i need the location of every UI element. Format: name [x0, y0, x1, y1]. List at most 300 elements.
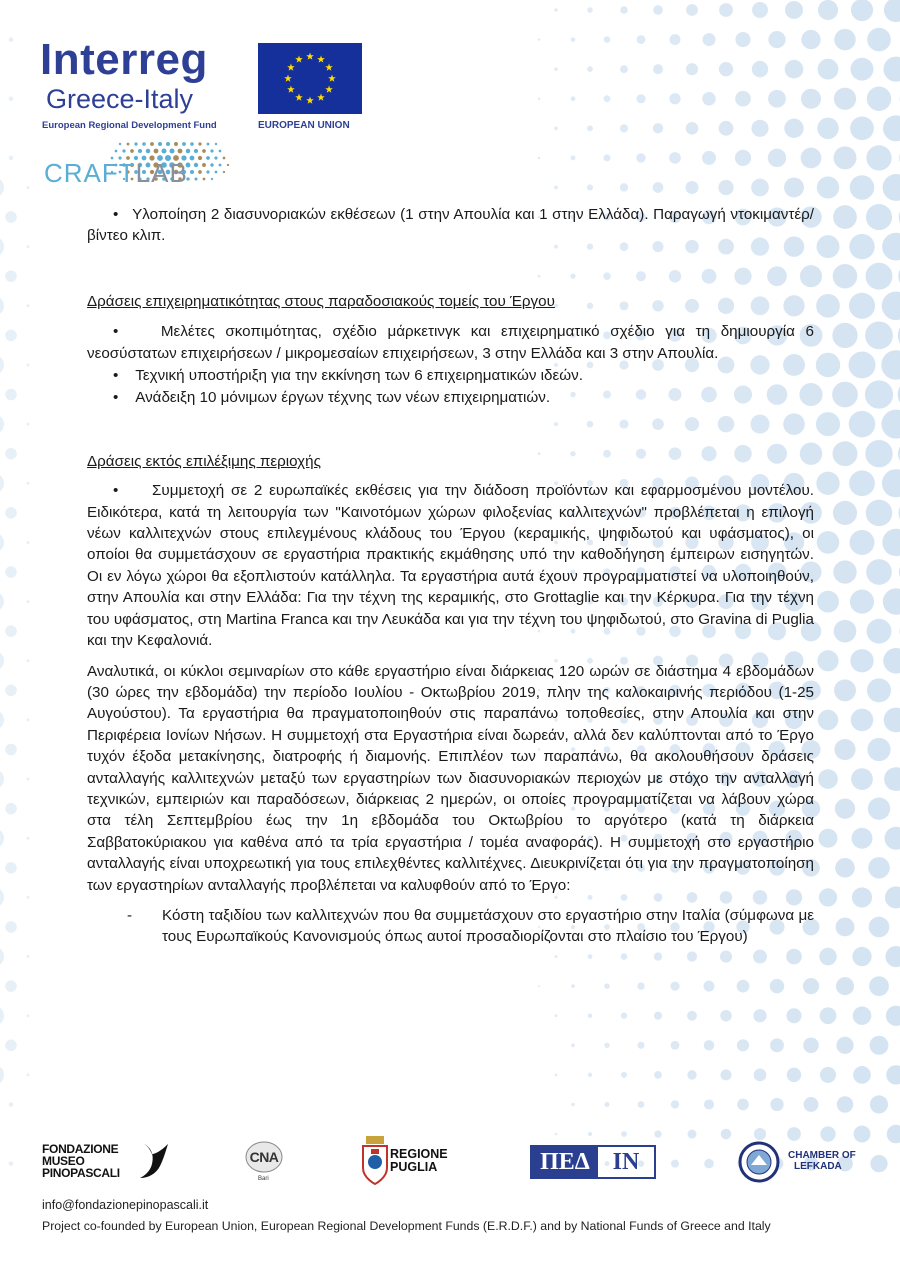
background-dot: [27, 245, 30, 248]
background-dot: [5, 921, 17, 933]
craftlab-dot: [219, 150, 222, 153]
background-dot: [834, 88, 856, 110]
background-dot: [587, 184, 593, 190]
craftlab-dot: [223, 171, 225, 173]
background-dot: [0, 237, 4, 257]
background-dot: [604, 1102, 609, 1107]
chamber-line1: CHAMBER OF: [788, 1150, 856, 1161]
background-dot: [787, 1127, 801, 1141]
background-dot: [849, 411, 876, 438]
craftlab-dot: [210, 149, 213, 152]
background-dot: [654, 1130, 661, 1137]
background-dot: [5, 211, 17, 223]
background-dot: [885, 827, 900, 850]
background-dot: [737, 980, 750, 993]
background-dot: [784, 178, 804, 198]
background-dot: [27, 896, 30, 899]
background-dot: [27, 837, 30, 840]
background-dot: [27, 659, 30, 662]
background-dot: [0, 1065, 4, 1085]
background-dot: [9, 156, 14, 161]
background-dot: [835, 798, 855, 818]
craftlab-dot: [186, 149, 191, 154]
background-dot: [27, 186, 30, 189]
background-dot: [867, 28, 891, 52]
background-dot: [27, 1014, 30, 1017]
background-dot: [865, 380, 893, 408]
background-dot: [718, 180, 733, 195]
bullet-text: Συμμετοχή σε 2 ευρωπαϊκές εκθέσεις για την διάδοση προϊόντων και εφαρμοσμένου μοντέλου. Ειδικότερα, κατά τη λειτουργία των "Καινοτόμων χώρων φιλοξενίας καλλιτεχνών" προβλέπεται η επιλογή νέων καλλιτεχνών στους επιλεγμένους κλάδους του Έργου (κεραμικής, ψηφιδωτού και υφάσματος), οι οποίοι θα συμμετάσχουν σε εργαστήρια πρακτικής εκμάθησης υπό την καθοδήγηση έμπειρων εισηγητών. Οι εν λόγω χώροι θα εξοπλιστούν κατάλληλα. Τα εργαστήρια αυτά έχουν προγραμματιστεί να υλοποιηθούν, στην Απουλία και στην Ελλάδα: Για την τέχνη της κεραμικής, στο Grottaglie και την Κέρκυρα. Για την τέχνη του υφάσματος, στη Martina Franca και την Λευκάδα και για την τέχνη του ψηφιδωτού, στο Gravina di Puglia και την Κεφαλονιά.: [87, 482, 814, 650]
background-dot: [869, 917, 890, 938]
craftlab-dot: [202, 149, 206, 153]
background-dot: [702, 151, 716, 165]
background-dot: [5, 330, 17, 342]
fondazione-line1: FONDAZIONE: [42, 1142, 119, 1156]
background-dot: [866, 500, 893, 527]
background-dot: [817, 235, 840, 258]
background-dot: [687, 1070, 696, 1079]
background-dot: [735, 91, 751, 107]
background-dot: [571, 96, 576, 101]
craftlab-dot: [207, 143, 210, 146]
background-dot: [867, 738, 890, 761]
craftlab-dot: [134, 142, 137, 145]
background-dot: [555, 1074, 558, 1077]
background-dot: [867, 87, 891, 111]
craftlab-logo: [44, 160, 188, 186]
craftlab-dot: [219, 164, 222, 167]
background-dot: [751, 120, 768, 137]
background-dot: [604, 95, 611, 102]
background-dot: [704, 1099, 714, 1109]
background-dot: [5, 625, 17, 637]
background-dot: [816, 353, 840, 377]
background-dot: [720, 951, 732, 963]
background-dot: [820, 1067, 836, 1083]
background-dot: [833, 441, 858, 466]
background-dot: [27, 718, 30, 721]
background-dot: [0, 592, 4, 612]
background-dot: [588, 1013, 593, 1018]
background-dot: [832, 382, 858, 408]
background-dot: [768, 90, 786, 108]
background-dot: [870, 1036, 889, 1055]
contact-email: info@fondazionepinopascali.it: [42, 1198, 209, 1212]
background-dot: [850, 175, 875, 200]
fondazione-line2: MUSEO: [42, 1154, 85, 1168]
background-dot: [587, 66, 593, 72]
background-dot: [735, 32, 750, 47]
craftlab-dot: [203, 178, 206, 181]
background-dot: [0, 887, 4, 907]
section-heading-entrepreneurship: Δράσεις επιχειρηματικότητας στους παραδοσιακούς τομείς του Έργου: [87, 292, 555, 310]
background-dot: [687, 1011, 697, 1021]
background-dot: [850, 116, 874, 140]
background-dot: [881, 350, 900, 379]
craftlab-dot: [202, 163, 206, 167]
background-dot: [555, 955, 558, 958]
main-content: [87, 204, 814, 948]
craftlab-dot: [227, 164, 229, 166]
background-dot: [9, 1102, 14, 1107]
background-dot: [753, 1009, 766, 1022]
background-dot: [686, 63, 698, 75]
whale-tail-icon: [138, 1142, 170, 1185]
background-dot: [837, 1096, 854, 1113]
craftlab-dot: [206, 156, 210, 160]
chamber-lefkada-logo: [788, 1150, 856, 1172]
background-dot: [27, 482, 30, 485]
background-dot: [818, 0, 838, 20]
background-dot: [9, 1161, 14, 1166]
background-dot: [0, 710, 4, 730]
craftlab-dot: [115, 150, 118, 153]
background-dot: [818, 59, 839, 80]
background-dot: [5, 448, 17, 460]
background-dot: [819, 948, 837, 966]
background-dot: [801, 148, 822, 169]
background-dot: [27, 423, 30, 426]
background-dot: [0, 355, 4, 375]
eu-star: [284, 75, 292, 82]
craftlab-dot: [158, 142, 162, 146]
background-dot: [653, 182, 664, 193]
background-dot: [784, 119, 803, 138]
craftlab-dot: [194, 149, 198, 153]
craftlab-dot: [198, 170, 202, 174]
exhibition-text: Υλοποίηση 2 διασυνοριακών εκθέσεων (1 στην Απουλία και 1 στην Ελλάδα). Παραγωγή ντοκιμαντέρ/ βίντεο κλιπ.: [87, 206, 814, 245]
craftlab-dot: [154, 149, 159, 154]
background-dot: [835, 858, 855, 878]
bullet-text: Ανάδειξη 10 μόνιμων έργων τέχνης των νέων επιχειρηματιών.: [135, 389, 551, 407]
background-dot: [867, 678, 891, 702]
background-dot: [884, 767, 900, 791]
background-dot: [604, 1043, 609, 1048]
background-dot: [9, 96, 14, 101]
bullet-text: Μελέτες σκοπιμότητας, σχέδιο μάρκετινγκ και επιχειρηματικό σχέδιο για τη δημιουργία 6 νεοσύστατων επιχειρήσεων / μικρομεσαίων επιχειρήσεων, 3 στην Ελλάδα και 3 στην Απουλία.: [87, 323, 814, 362]
craftlab-dot: [142, 142, 146, 146]
background-dot: [737, 1039, 749, 1051]
background-dot: [887, 1125, 900, 1144]
craftlab-dot: [190, 156, 195, 161]
background-dot: [620, 6, 628, 14]
eu-star: [306, 97, 314, 104]
entrepreneurship-bullet-3: [87, 387, 814, 408]
background-dot: [834, 620, 857, 643]
background-dot: [853, 1066, 871, 1084]
background-dot: [752, 61, 768, 77]
background-dot: [834, 739, 855, 760]
background-dot: [637, 982, 644, 989]
background-dot: [621, 1013, 627, 1019]
background-dot: [865, 440, 892, 467]
background-dot: [816, 412, 840, 436]
background-dot: [0, 177, 4, 197]
background-dot: [854, 1126, 871, 1143]
craftlab-dot: [211, 178, 213, 180]
background-dot: [588, 1132, 592, 1136]
eu-flag-logo: [258, 43, 362, 114]
background-dot: [27, 363, 30, 366]
eu-star: [317, 94, 325, 101]
eu-star: [287, 64, 295, 71]
craftlab-dot: [206, 170, 209, 173]
background-dot: [868, 857, 889, 878]
background-dot: [801, 30, 820, 49]
bullet-marker: •: [113, 323, 119, 341]
background-dot: [885, 946, 900, 967]
background-dot: [685, 181, 698, 194]
background-dot: [554, 126, 558, 130]
fondazione-line3: PINOPASCALI: [42, 1166, 120, 1180]
background-dot: [853, 1006, 872, 1025]
entrepreneurship-bullet-1: [87, 321, 814, 364]
background-dot: [820, 1007, 837, 1024]
craftlab-dot: [215, 171, 218, 174]
background-dot: [5, 389, 17, 401]
background-dot: [834, 29, 855, 50]
background-dot: [27, 541, 30, 544]
bullet-marker: •: [113, 389, 119, 407]
craftlab-dot: [122, 149, 125, 152]
background-dot: [719, 62, 733, 76]
background-dot: [850, 590, 874, 614]
background-dot: [571, 1103, 574, 1106]
background-dot: [587, 7, 593, 13]
background-dot: [621, 953, 628, 960]
background-dot: [883, 588, 900, 614]
background-dot: [588, 954, 593, 959]
background-dot: [5, 744, 17, 756]
background-dot: [803, 1038, 819, 1054]
background-dot: [571, 1043, 575, 1047]
background-dot: [882, 292, 900, 321]
background-dot: [833, 501, 857, 525]
background-dot: [785, 60, 804, 79]
craftlab-dot: [127, 143, 130, 146]
background-dot: [5, 685, 17, 697]
bullet-marker: •: [113, 206, 119, 223]
background-dot: [637, 35, 646, 44]
background-dot: [883, 174, 900, 201]
background-dot: [866, 559, 892, 585]
background-dot: [816, 472, 839, 495]
craftlab-dot: [161, 148, 166, 153]
interreg-logo-title: Interreg: [40, 35, 208, 84]
background-dot: [833, 264, 858, 289]
background-dot: [704, 981, 715, 992]
interreg-logo-subtitle: Greece-Italy: [46, 84, 194, 114]
background-dot: [704, 1159, 714, 1169]
background-dot: [719, 3, 733, 17]
regione-puglia-shield-icon: [362, 1136, 388, 1191]
background-dot: [752, 2, 768, 18]
background-dot: [0, 473, 4, 493]
background-dot: [817, 531, 840, 554]
craftlab-dot: [150, 142, 154, 146]
background-dot: [687, 951, 697, 961]
background-dot: [803, 978, 819, 994]
background-dot: [653, 123, 663, 133]
background-dot: [849, 351, 876, 378]
background-dot: [720, 1010, 732, 1022]
background-dot: [754, 1069, 767, 1082]
eu-star: [295, 55, 303, 62]
background-dot: [702, 33, 715, 46]
craftlab-dot: [174, 142, 178, 146]
exhibition-bullet: [87, 204, 814, 247]
background-dot: [819, 829, 838, 848]
background-dot: [852, 887, 872, 907]
background-dot: [768, 149, 786, 167]
background-dot: [688, 1130, 697, 1139]
craftlab-dot: [166, 142, 170, 146]
background-dot: [801, 89, 821, 109]
ped-logo-left: ΠΕΔ: [532, 1147, 598, 1177]
background-dot: [621, 1131, 627, 1137]
fund-label: European Regional Development Fund: [42, 120, 217, 131]
background-dot: [671, 1160, 679, 1168]
background-dot: [571, 155, 576, 160]
eu-star: [317, 55, 325, 62]
background-dot: [870, 1155, 887, 1172]
background-dot: [554, 8, 557, 11]
background-dot: [836, 1037, 853, 1054]
background-dot: [865, 321, 893, 349]
background-dot: [669, 152, 681, 164]
background-dot: [869, 976, 889, 996]
background-dot: [735, 150, 751, 166]
craftlab-dot: [146, 149, 151, 154]
background-dot: [5, 862, 17, 874]
outside-area-bullet: [87, 480, 814, 651]
background-dot: [833, 146, 856, 169]
background-dot: [770, 1038, 784, 1052]
chamber-seal-icon: [738, 1141, 780, 1183]
craftlab-dot: [194, 177, 197, 180]
background-dot: [588, 1073, 592, 1077]
craftlab-dot: [223, 157, 226, 160]
background-dot: [603, 154, 610, 161]
background-dot: [5, 270, 17, 282]
bullet-marker: •: [113, 482, 119, 500]
background-dot: [770, 979, 784, 993]
background-dot: [27, 304, 30, 307]
background-dot: [0, 947, 4, 967]
background-dot: [620, 183, 628, 191]
background-dot: [0, 769, 4, 789]
craftlab-dot: [198, 156, 202, 160]
background-dot: [554, 67, 558, 71]
background-dot: [0, 651, 4, 671]
background-dot: [637, 1042, 644, 1049]
background-dot: [833, 560, 856, 583]
background-dot: [882, 233, 900, 261]
background-dot: [851, 709, 874, 732]
regione-line2: PUGLIA: [390, 1160, 438, 1174]
craftlab-dot: [182, 142, 186, 146]
background-dot: [785, 1, 803, 19]
eu-label: EUROPEAN UNION: [258, 120, 350, 131]
background-dot: [27, 600, 30, 603]
background-dot: [850, 530, 875, 555]
craftlab-dot: [190, 170, 194, 174]
background-dot: [653, 64, 663, 74]
background-dot: [881, 410, 900, 439]
background-dot: [538, 985, 540, 987]
background-dot: [833, 205, 857, 229]
background-dot: [820, 1126, 835, 1141]
background-dot: [818, 769, 838, 789]
background-dot: [654, 952, 662, 960]
background-dot: [817, 176, 839, 198]
background-dot: [538, 97, 541, 100]
background-dot: [636, 153, 645, 162]
background-dot: [670, 982, 679, 991]
background-dot: [5, 566, 17, 578]
background-dot: [9, 37, 14, 42]
craftlab-dot: [198, 142, 201, 145]
background-dot: [882, 529, 900, 556]
eu-star: [325, 64, 333, 71]
background-dot: [27, 1073, 30, 1076]
eu-star: [328, 75, 336, 82]
background-dot: [886, 1065, 900, 1084]
background-dot: [555, 1014, 558, 1017]
background-dot: [653, 5, 663, 15]
background-dot: [0, 414, 4, 434]
background-dot: [654, 1071, 662, 1079]
background-dot: [671, 1041, 680, 1050]
background-dot: [0, 296, 4, 316]
background-dot: [819, 888, 837, 906]
background-dot: [670, 34, 681, 45]
background-dot: [638, 1101, 645, 1108]
background-dot: [852, 828, 873, 849]
background-dot: [5, 1040, 17, 1052]
background-dot: [849, 470, 875, 496]
background-dot: [852, 947, 871, 966]
background-dot: [851, 768, 873, 790]
craftlab-dot: [138, 149, 142, 153]
background-dot: [554, 186, 558, 190]
background-dot: [770, 1098, 783, 1111]
background-dot: [686, 4, 698, 16]
section-heading-outside-area: Δράσεις εκτός επιλέξιμης περιοχής: [87, 452, 321, 470]
craftlab-dot: [194, 163, 198, 167]
background-dot: [867, 619, 892, 644]
dash-item-text: Κόστη ταξιδίου των καλλιτεχνών που θα συμμετάσχουν στο εργαστήριο στην Ιταλία (σύμφωνα με τους Ευρωπαϊκούς Κανονισμούς όπως αυτοί προσαδιορίζονται στο πλαίσιο του Έργου): [162, 906, 814, 946]
craftlab-dot: [190, 142, 194, 146]
background-dot: [836, 918, 855, 937]
eu-star: [295, 94, 303, 101]
craftlab-dot: [215, 143, 217, 145]
background-dot: [538, 38, 540, 40]
craftlab-dot: [169, 148, 174, 153]
background-dot: [832, 323, 857, 348]
background-dot: [5, 980, 17, 992]
background-dot: [884, 0, 900, 22]
background-dot: [866, 145, 891, 170]
background-dot: [768, 31, 785, 48]
regione-puglia-logo: [390, 1148, 448, 1174]
seminars-paragraph: Αναλυτικά, οι κύκλοι σεμιναρίων στο κάθε εργαστήριο είναι διάρκειας 120 ωρών σε διάστημα 4 εβδομάδων (30 ώρες την εβδομάδα) την περίοδο Ιουλίου - Οκτωβρίου 2019, πλην της καλοκαιρινής περιόδου (1-25 Αυγούστου). Τα εργαστήρια θα πραγματοποιηθούν στις παραπάνω τοποθεσίες, στην Απουλία και στην Περιφέρεια Ιονίων Νήσων. Η συμμετοχή στα Εργαστήρια είναι δωρεάν, αλλά δεν καλύπτονται από το Έργο τυχόν έξοδα μετακίνησης, διατροφής ή διαμονής. Επιπλέον των παραπάνω, θα ακολουθήσουν δράσεις ανταλλαγής καλλιτεχνών μεταξύ των εργαστηρίων των διασυνοριακών περιοχών με στόχο την ανταλλαγή τεχνικών, εμπειριών και παραδόσεων, διάρκειας 2 ημερών, οι οποίες προγραμματίζεται να λάβουν χώρα στα τέλη Σεπτεμβρίου έως την 1η εβδομάδα του Οκτωβρίου το αργότερο (κατά τη διάρκεια Σαββατοκύριακου για καθένα από τα τρία εργαστήρια / τομέα αναφοράς). Η συμμετοχή στο εργαστήριο ανταλλαγής είναι υποχρεωτική για τους επιλεχθέντες καλλιτέχνες. Διευκρινίζεται ότι για την πραγματοποίηση των εργαστηρίων ανταλλαγής προβλέπεται να καλυφθούν από το Έργο:: [87, 662, 814, 894]
background-dot: [866, 263, 893, 290]
cna-logo: [244, 1141, 284, 1173]
background-dot: [721, 1129, 732, 1140]
dash-list-item: [87, 905, 814, 948]
background-dot: [849, 234, 874, 259]
